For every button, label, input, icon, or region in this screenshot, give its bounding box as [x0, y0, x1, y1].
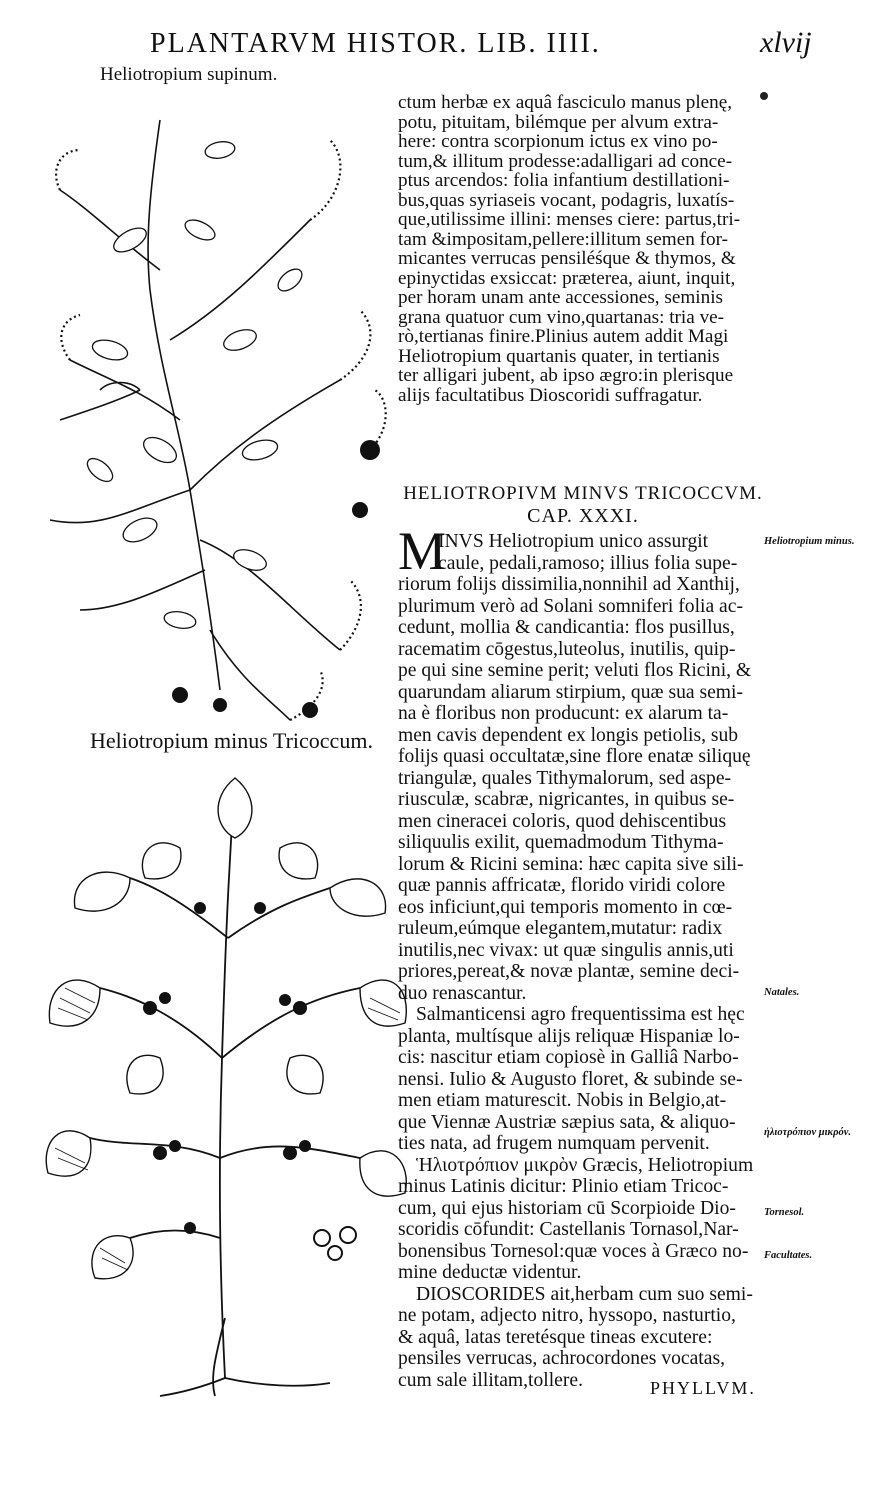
text-line: nensi. Iulio & Augusto floret, & subinde se-	[398, 1068, 743, 1090]
text-line: riorum folijs dissimilia,nonnihil ad Xanthij,	[398, 574, 740, 595]
text-line: quarundam aliarum stirpium, quæ sua semi-	[398, 681, 744, 703]
text-line: cedunt, mollia & candicantia: flos pusillus,	[398, 617, 735, 638]
text-line: racematim cōgestus,luteolus, inutilis, quip-	[398, 638, 736, 660]
text-line: cum sale illitam,tollere.	[398, 1369, 583, 1391]
margin-note-heliotropium-minus: Heliotropium minus.	[764, 536, 855, 547]
text-line: triangulæ, quales Tithymalorum, sed aspe-	[398, 767, 732, 789]
text-line: alijs facultatibus Dioscoridi suffragatur.	[398, 385, 703, 405]
text-line: cum, qui ejus historiam cū Scorpioide Dio-	[398, 1197, 736, 1219]
margin-note-tornesol: Tornesol.	[764, 1207, 805, 1218]
text-line: ter alligari jubent, ab ipso ægro:in plerisque	[398, 366, 734, 386]
text-line: na è floribus non producunt: ex alarum ta-	[398, 703, 729, 724]
text-line: duo renascantur.	[398, 982, 527, 1004]
text-line: plurimum verò ad Solani somniferi folia ac-	[398, 595, 743, 617]
margin-note-greek-name: ἡλιοτρόπιον μικρόν.	[764, 1127, 852, 1138]
text-line: que Viennæ Austriæ sæpius sata, & aliquo-	[398, 1111, 736, 1133]
text-line: ctum herbæ ex aquâ fasciculo manus plenę,	[398, 93, 733, 113]
figure-caption-top: Heliotropium supinum.	[100, 64, 278, 85]
text-line: men cineracei coloris, quod dehiscentibus	[398, 810, 727, 832]
text-line: per horam unam ante accessiones, seminis	[398, 288, 724, 308]
text-line: pensiles verrucas, achrocordones vocatas,	[398, 1348, 725, 1369]
text-line: here: contra scorpionum ictus ex vino po-	[398, 132, 718, 152]
text-line: que,utilissime illini: menses ciere: partus,tri-	[398, 210, 741, 230]
text-line: grana quatuor cum vino,quartanas: tria ve-	[398, 307, 725, 327]
figure-caption-middle: Heliotropium minus Tricoccum.	[90, 728, 373, 753]
text-line: inutilis,nec vivax: ut quæ singulis annis,uti	[398, 939, 734, 961]
text-line: men etiam maturescit. Nobis in Belgio,at-	[398, 1090, 727, 1111]
text-line: ne potam, adjecto nitro, hyssopo, nasturtio,	[398, 1305, 736, 1326]
text-line: eos inficiunt,qui temporis momento in cœ-	[398, 896, 733, 918]
text-line: cis: nascitur etiam copiosè in Galliâ Narbo-	[398, 1047, 739, 1068]
text-line: epinyctidas exsiccat: præterea, aiunt, inquit,	[398, 268, 736, 288]
text-line: siliquulis exilit, quemadmodum Tithyma-	[398, 832, 724, 853]
margin-note-natales: Natales.	[764, 987, 800, 998]
text-line: potu, pituitam, bilémque per alvum extra-	[398, 112, 719, 132]
text-line: ruleum,eúmque elegantem,mutatur: radix	[398, 918, 723, 939]
catchword: PHYLLVM.	[650, 1378, 756, 1398]
text-line: planta, multísque alijs reliquæ Hispaniæ lo-	[398, 1025, 740, 1047]
text-line: lorum & Ricini semina: hæc capita sive sili-	[398, 853, 744, 875]
text-line: Ἡλιοτρόπιον μικρὸν Græcis, Heliotropium	[416, 1154, 754, 1176]
text-block-chapter	[398, 521, 763, 1391]
text-line: ties nata, ad frugem numquam pervenit.	[398, 1133, 710, 1154]
text-line: & aquâ, latas teretésque tineas excutere:	[398, 1326, 713, 1348]
text-line: bonensibus Tornesol:quæ voces à Græco no-	[398, 1240, 749, 1262]
text-line: quæ pannis affricatæ, florido viridi colore	[398, 875, 726, 896]
text-line: Heliotropium quartanis quater, in tertianis	[398, 346, 720, 366]
text-line: minus Latinis dicitur: Plinio etiam Tricoc-	[398, 1176, 729, 1197]
text-line: INVS Heliotropium unico assurgit	[438, 531, 709, 552]
chapter-title: HELIOTROPIVM MINVS TRICOCCVM.	[403, 483, 763, 504]
woodcut-illustration-heliotropium-supinum	[40, 90, 400, 730]
margin-note-facultates: Facultates.	[764, 1250, 813, 1261]
text-line: rò,tertianas finire.Plinius autem addit Magi	[398, 327, 729, 347]
dropcap-row	[398, 521, 763, 581]
text-line: tam &impositam,pellere:illitum semen for-	[398, 229, 728, 249]
text-line: mine deductæ videntur.	[398, 1262, 582, 1283]
text-line: tum,& illitum prodesse:adalligari ad conce-	[398, 151, 733, 171]
text-line: Salmanticensi agro frequentissima est hęc	[416, 1004, 745, 1025]
text-line: priores,pereat,& novæ plantæ, semine deci-	[398, 961, 740, 982]
drop-capital: M	[398, 521, 447, 581]
text-line: bus,quas syriaseis vocant, podagris, luxatís-	[398, 190, 735, 210]
text-line: DIOSCORIDES ait,herbam cum suo semi-	[416, 1283, 753, 1305]
folio-number: xlvij	[760, 26, 812, 59]
text-line: ptus arcendos: folia infantium destillationi-	[398, 171, 730, 191]
text-line: folijs quasi occultatæ,sine flore enatæ siliquę	[398, 746, 751, 767]
text-line: riusculæ, scabræ, nigricantes, in quibus se-	[398, 789, 735, 810]
text-line: men cavis dependent ex longis petiolis, sub	[398, 724, 739, 746]
text-block-continuation	[398, 93, 763, 405]
running-head: PLANTARVM HISTOR. LIB. IIII.	[150, 28, 601, 59]
woodcut-illustration-heliotropium-minus-tricoccum	[40, 758, 410, 1398]
chapter-number: CAP. XXXI.	[527, 505, 639, 527]
text-line: micantes verrucas pensiléśque & thymos, &	[398, 249, 736, 269]
text-line: scoridis cōfundit: Castellanis Tornasol,Nar-	[398, 1219, 739, 1240]
text-line: pe qui sine semine perit; veluti flos Ricini, &	[398, 660, 752, 681]
text-line: caule, pedali,ramoso; illius folia supe-	[438, 552, 738, 574]
